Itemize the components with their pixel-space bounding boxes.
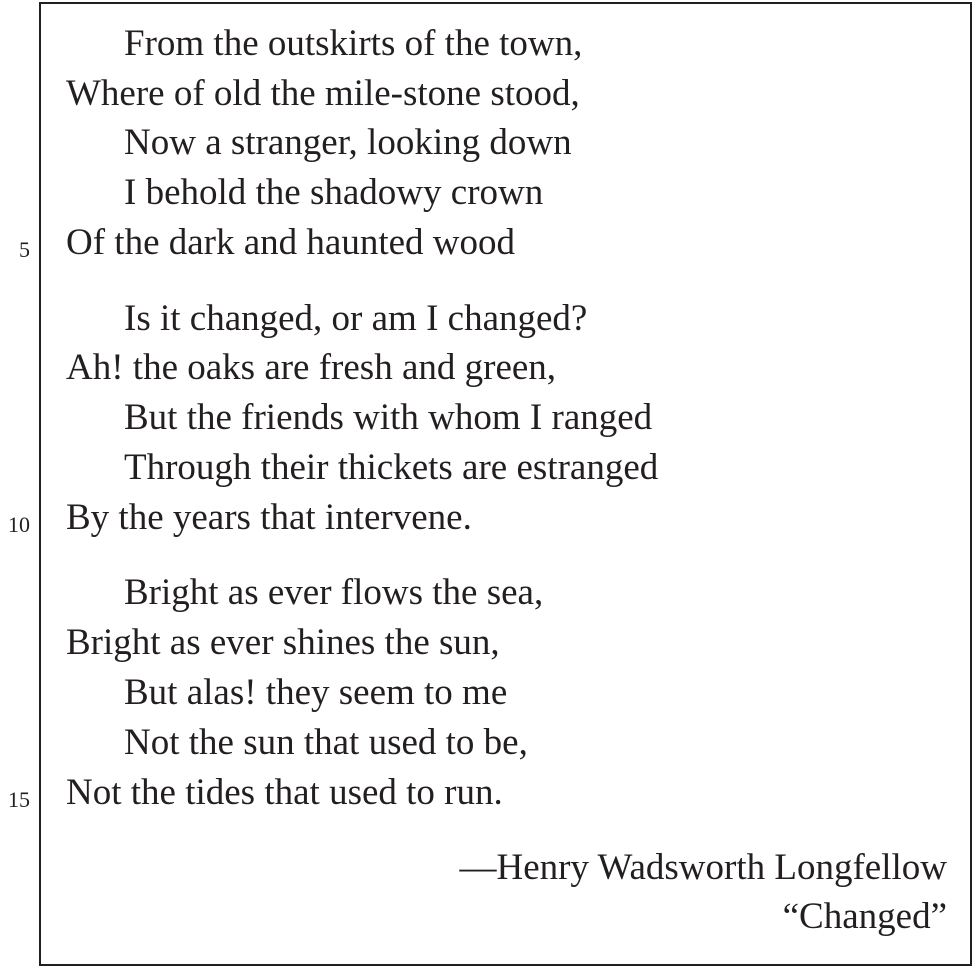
poem-line-12: Bright as ever shines the sun, bbox=[66, 622, 500, 663]
line-number-15: 15 bbox=[8, 787, 30, 812]
poem-line-10: By the years that intervene. bbox=[66, 497, 472, 538]
poem-line-11: Bright as ever flows the sea, bbox=[124, 572, 544, 613]
poem-line-14: Not the sun that used to be, bbox=[124, 722, 528, 763]
poem-line-15: Not the tides that used to run. bbox=[66, 772, 503, 813]
poem-line-6: Is it changed, or am I changed? bbox=[124, 298, 588, 339]
poem-line-3: Now a stranger, looking down bbox=[124, 122, 572, 163]
line-number-5: 5 bbox=[19, 237, 30, 262]
poem-line-2: Where of old the mile-stone stood, bbox=[66, 73, 580, 114]
poem-line-7: Ah! the oaks are fresh and green, bbox=[66, 347, 557, 388]
poem-line-4: I behold the shadowy crown bbox=[124, 172, 544, 213]
poem-line-1: From the outskirts of the town, bbox=[124, 23, 583, 64]
poem-line-9: Through their thickets are estranged bbox=[124, 447, 659, 488]
poem-line-8: But the friends with whom I ranged bbox=[124, 397, 653, 438]
poem-line-13: But alas! they seem to me bbox=[124, 672, 508, 713]
line-number-10: 10 bbox=[8, 512, 30, 537]
poem-line-5: Of the dark and haunted wood bbox=[66, 222, 516, 263]
poem-title: “Changed” bbox=[782, 896, 947, 937]
poem-author: —Henry Wadsworth Longfellow bbox=[459, 847, 947, 888]
